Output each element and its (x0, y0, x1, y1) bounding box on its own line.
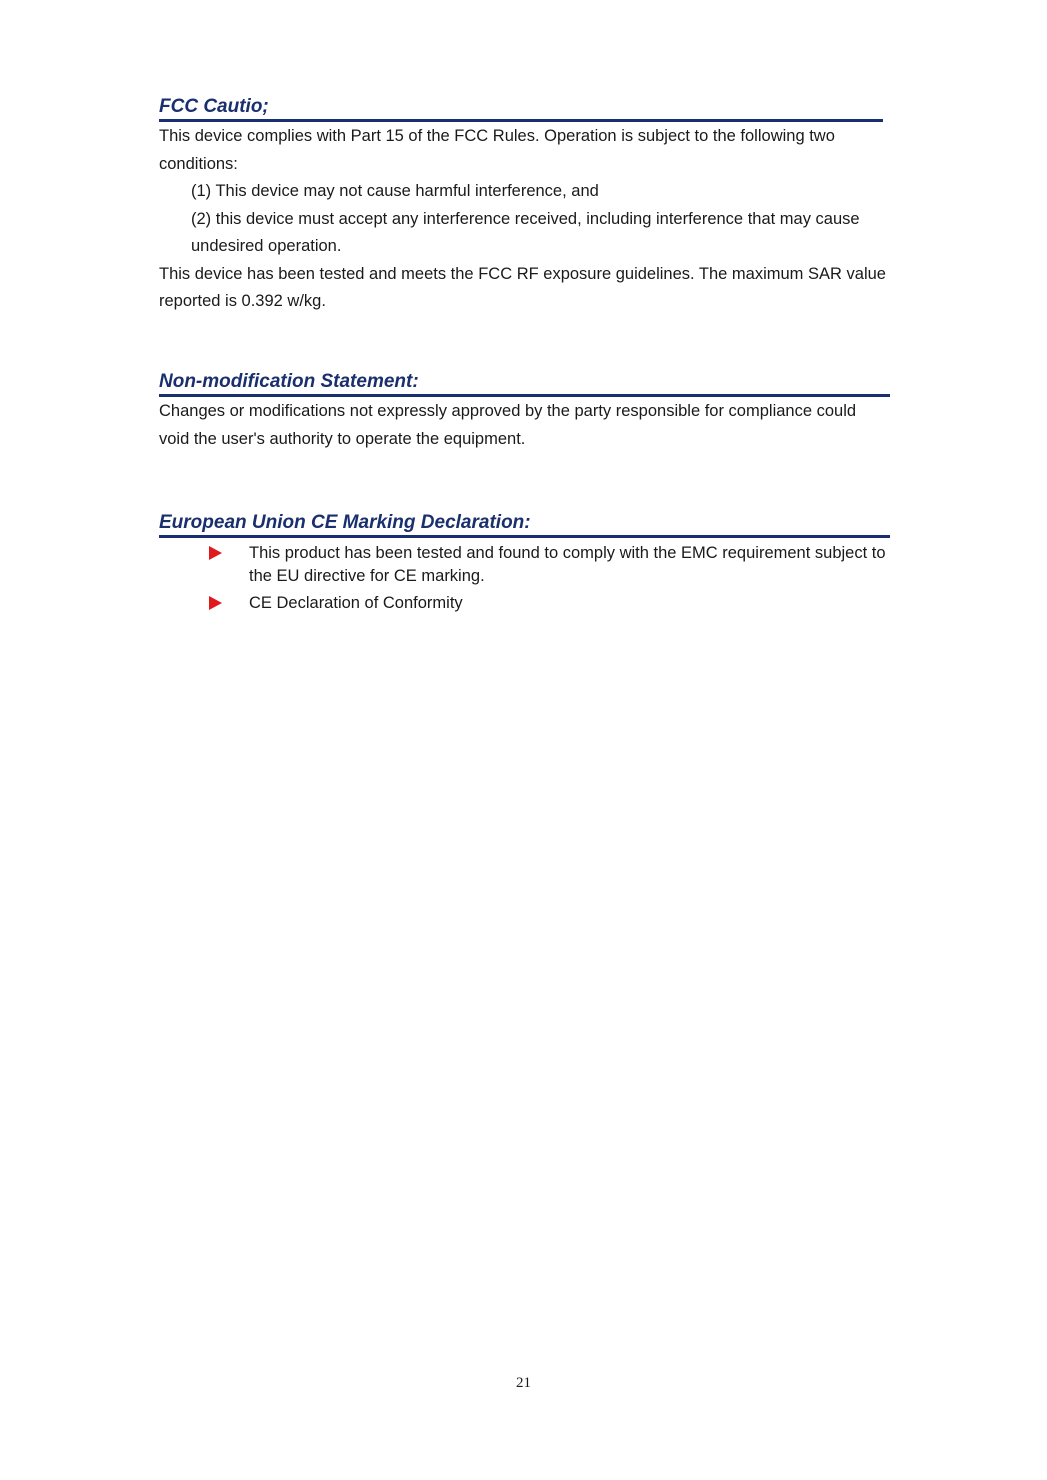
non-modification-text: Changes or modifications not expressly approved by the party responsible for compliance could void the user's authority to operate the equipment. (159, 402, 857, 448)
ce-item-text: This product has been tested and found to comply with the EMC requirement subject to the EU directive for CE marking. (249, 544, 886, 585)
non-modification-heading: Non-modification Statement: (159, 371, 890, 397)
red-triangle-bullet-icon (209, 546, 222, 560)
fcc-sar-text: This device has been tested and meets the FCC RF exposure guidelines. The maximum SAR value reported is 0.392 w/kg. (159, 264, 886, 310)
fcc-caution-section (159, 96, 890, 316)
ce-marking-heading: European Union CE Marking Declaration: (159, 512, 890, 538)
page-number: 21 (516, 1375, 531, 1391)
fcc-condition-2: (2) this device must accept any interference received, including interference that may cause undesired operation. (191, 209, 860, 255)
fcc-intro-text: This device complies with Part 15 of the FCC Rules. Operation is subject to the following two conditions: (159, 127, 835, 173)
ce-marking-section (159, 512, 890, 620)
red-triangle-bullet-icon (209, 596, 222, 610)
list-item (159, 542, 890, 587)
fcc-condition-1: (1) This device may not cause harmful interference, and (191, 182, 599, 200)
list-item (159, 592, 890, 615)
non-modification-section (159, 371, 890, 453)
ce-bullet-list (159, 542, 890, 615)
ce-item-text: CE Declaration of Conformity (249, 594, 463, 612)
fcc-caution-heading: FCC Cautio; (159, 96, 883, 122)
